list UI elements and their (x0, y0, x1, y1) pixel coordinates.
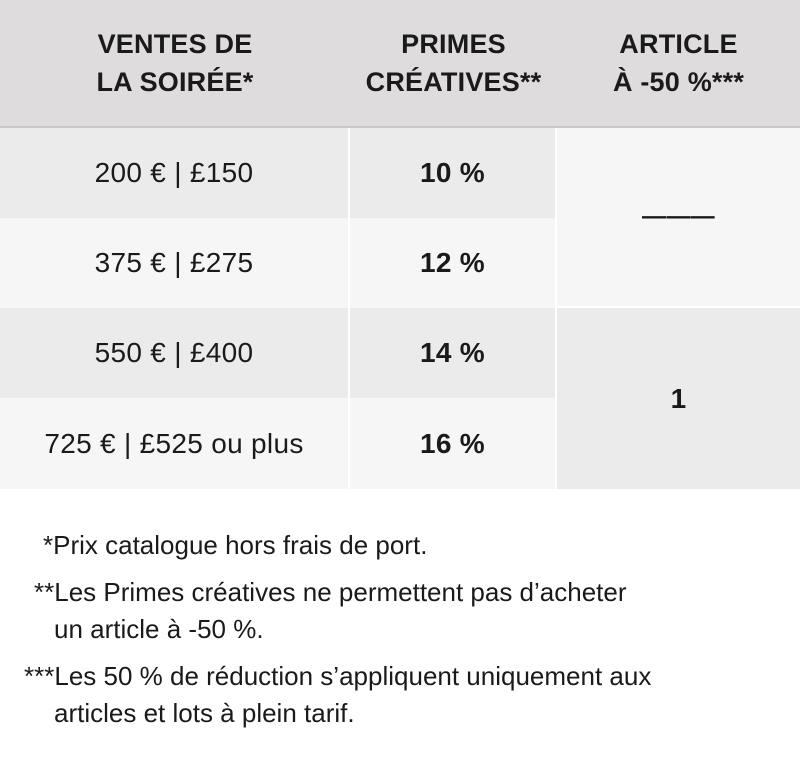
sales-cell: 550 € | £400 (0, 308, 350, 398)
bonus-cell: 12 % (350, 218, 557, 308)
half-price-cell-one: 1 (557, 308, 800, 489)
sales-cell: 725 € | £525 ou plus (0, 398, 350, 489)
header-sales-label: VENTES DE LA SOIRÉE* (96, 29, 254, 97)
header-half-price (557, 0, 800, 128)
header-bonus-label: PRIMES CRÉATIVES** (365, 29, 542, 97)
bonus-cell: 14 % (350, 308, 557, 398)
footnote-discount-line1: ***Les 50 % de réduction s’appliquent uniquement aux (24, 661, 652, 691)
bonus-cell: 16 % (350, 398, 557, 489)
half-price-cell-none: ——— (557, 128, 800, 308)
footnote-bonus-line2: un article à -50 %. (54, 614, 264, 644)
header-half-price-label: ARTICLE À -50 %*** (612, 29, 745, 97)
sales-cell: 375 € | £275 (0, 218, 350, 308)
header-bonus (350, 0, 557, 128)
sales-cell: 200 € | £150 (0, 128, 350, 218)
footnote-discount-line2: articles et lots à plein tarif. (54, 698, 355, 728)
footnote-bonus-line1: **Les Primes créatives ne permettent pas d’acheter (34, 577, 627, 607)
footnote-list-price: *Prix catalogue hors frais de port. (43, 530, 428, 560)
header-sales (0, 0, 350, 128)
bonus-cell: 10 % (350, 128, 557, 218)
